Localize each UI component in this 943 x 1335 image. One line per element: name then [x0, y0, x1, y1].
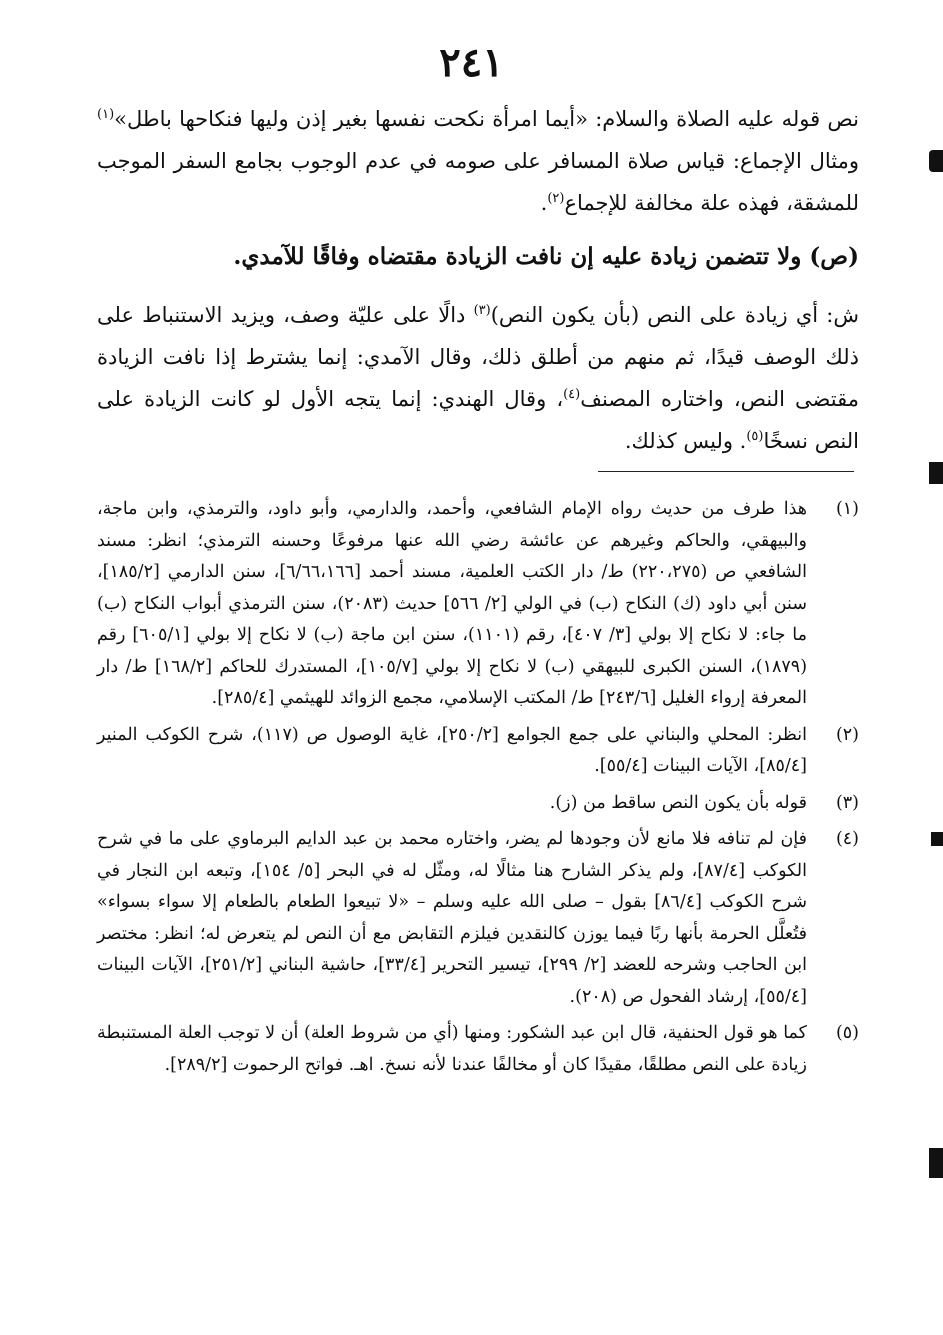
main-paragraph-text-middle: ومثال الإجماع: قياس صلاة المسافر على صومه في عدم الوجوب بجامع السفر الموجب للمشقة، فهذه علة مخالفة للإجماع	[97, 149, 859, 215]
footnote-separator	[598, 471, 854, 472]
footnote-text: كما هو قول الحنفية، قال ابن عبد الشكور: ومنها (أي من شروط العلة) أن لا توجب العلة المستنبطة زيادة على النص مطلقًا، مقيدًا كان أو مخالفًا عندنا لأنه نسخ. اهـ. فواتح الرحموت [٢٨٩/٢].	[97, 1023, 807, 1075]
footnote-text: فإن لم تنافه فلا مانع لأن وجودها لم يضر، واختاره محمد بن عبد الدايم البرماوي على ما في شرح الكوكب [٨٧/٤]، ولم يذكر الشارح هنا مثالًا له، ومثّل له في البحر [٥/ ١٥٤]، وتبعه ابن النجار في شرح الكوكب [٨٦/٤] بقول – صلى الله عليه وسلم – «لا تبيعوا الطعام بالطعام إلا سواء بسواء» فتُعلَّل الحرمة بأنها ربًا فيما يوزن كالنقدين فيلزم التقابض مع أن النص لم يتعرض له؛ انظر: مختصر ابن الحاجب وشرحه للعضد [٢/ ٢٩٩]، تيسير التحرير [٣٣/٤]، حاشية البناني [٢٥١/٢]، الآيات البينات [٥٥/٤]، إرشاد الفحول ص (٢٠٨).	[97, 829, 808, 1007]
sharh-text: ش: أي زيادة على النص (بأن يكون النص)	[490, 303, 860, 327]
binding-hole-mark	[929, 1148, 943, 1178]
footnote-item	[97, 824, 859, 1013]
footnote-text: هذا طرف من حديث رواه الإمام الشافعي، وأحمد، والدارمي، وأبو داود، والترمذي، وابن ماجة، والبيهقي، والحاكم وغيرهم عن عائشة رضي الله عنها مرفوعًا وحسنه الترمذي؛ انظر: مسند الشافعي ص (٢٢٠،٢٧٥) ط/ دار الكتب العلمية، مسند أحمد [٦/٦٦،١٦٦]، سنن الدارمي [١٨٥/٢]، سنن أبي داود (ك) النكاح (ب) في الولي [٢/ ٥٦٦] حديث (٢٠٨٣)، سنن الترمذي أبواب النكاح (ب) ما جاء: لا نكاح إلا بولي [٣/ ٤٠٧]، رقم (١١٠١)، سنن ابن ماجة (ب) لا نكاح إلا بولي [٦٠٥/١] رقم (١٨٧٩)، السنن الكبرى للبيهقي (ب) لا نكاح إلا بولي [١٠٥/٧]، المستدرك للحاكم [١٦٨/٢] ط/ دار المعرفة إرواء الغليل [٢٤٣/٦] ط/ المكتب الإسلامي، مجمع الزوائد للهيثمي [٢٨٥/٤].	[97, 499, 808, 708]
footnote-ref-5[interactable]: (٥)	[746, 429, 764, 444]
footnote-number: (١)	[835, 499, 859, 519]
footnote-item	[97, 494, 859, 715]
footnote-item	[97, 1018, 859, 1081]
sharh-paragraph	[97, 294, 859, 462]
footnote-text: قوله بأن يكون النص ساقط من (ز).	[549, 792, 807, 813]
matn-line: (ص) ولا تتضمن زيادة عليه إن نافت الزيادة مقتضاه وفاقًا للآمدي.	[233, 243, 859, 270]
footnote-number: (٥)	[835, 1023, 859, 1043]
binding-hole-mark	[929, 462, 943, 484]
footnote-ref-3[interactable]: (٣)	[473, 303, 491, 318]
footnote-number: (٢)	[835, 724, 859, 745]
footnote-ref-1[interactable]: (١)	[97, 107, 115, 122]
footnote-text: انظر: المحلي والبناني على جمع الجوامع [٢٥٠/٢]، غاية الوصول ص (١١٧)، شرح الكوكب المنير [٨٥/٤]، الآيات البينات [٥٥/٤].	[97, 724, 807, 776]
binding-hole-mark	[931, 832, 943, 846]
binding-hole-mark	[929, 150, 943, 172]
footnote-ref-2[interactable]: (٢)	[547, 191, 565, 206]
footnote-number: (٣)	[835, 792, 859, 813]
sharh-text-middle-a: دالًا على عليّة وصف، ويزيد الاستنباط على ذلك الوصف قيدًا، ثم منهم من أطلق ذلك، وقال الآمدي: إنما يشترط إذا نافت الزيادة مقتضى النص، واختاره المصنف	[97, 303, 859, 411]
footnotes-section	[97, 494, 859, 1086]
main-paragraph	[97, 98, 859, 224]
main-paragraph-text: نص قوله عليه الصلاة والسلام: «أيما امرأة نكحت نفسها بغير إذن وليها فنكاحها باطل»	[114, 107, 859, 131]
sharh-text-middle-b: ، وقال الهندي: إنما يتجه الأول لو كانت الزيادة على النص نسخًا	[97, 387, 859, 453]
footnote-number: (٤)	[835, 829, 859, 849]
footnote-item	[97, 788, 859, 820]
sharh-text-end: . وليس كذلك.	[624, 429, 747, 453]
footnote-item	[97, 720, 859, 783]
main-paragraph-text-end: .	[540, 191, 548, 215]
page-number: ٢٤١	[439, 39, 504, 86]
footnote-ref-4[interactable]: (٤)	[563, 387, 581, 402]
